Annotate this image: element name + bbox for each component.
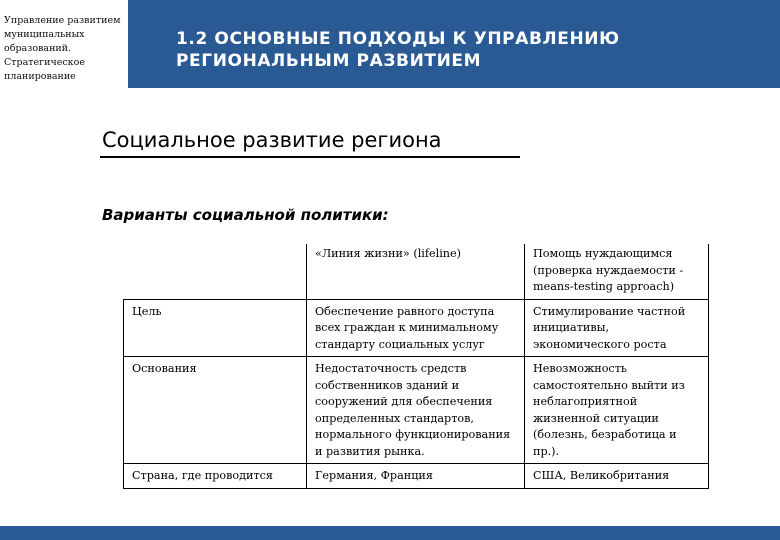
cell-lifeline: Обеспечение равного доступа всех граждан к минимальному стандарту социальных услуг (307, 299, 525, 357)
table-header-row (124, 244, 709, 299)
cell-means-testing: США, Великобритания (525, 464, 709, 489)
cell-lifeline: Германия, Франция (307, 464, 525, 489)
cell-lifeline: Недостаточность средств собственников зданий и сооружений для обеспечения определенных стандартов, нормального функционирования и развития рынка. (307, 357, 525, 464)
table-row (124, 464, 709, 489)
table-header-blank (124, 244, 307, 299)
cell-means-testing: Невозможность самостоятельно выйти из неблагоприятной жизненной ситуации (болезнь, безработица и пр.). (525, 357, 709, 464)
column-header-means-testing: Помощь нуждающимся (проверка нуждаемости - means-testing approach) (525, 244, 709, 299)
row-label: Страна, где проводится (124, 464, 307, 489)
table-row (124, 299, 709, 357)
table-row (124, 357, 709, 464)
policy-table (123, 244, 709, 489)
row-label: Основания (124, 357, 307, 464)
header-bar (128, 0, 780, 88)
column-header-lifeline: «Линия жизни» (lifeline) (307, 244, 525, 299)
course-label: Управление развитием муниципальных образований. Стратегическое планирование (4, 15, 121, 82)
cell-means-testing: Стимулирование частной инициативы, экономического роста (525, 299, 709, 357)
footer-bar (0, 526, 780, 540)
row-label: Цель (124, 299, 307, 357)
slide-title: 1.2 ОСНОВНЫЕ ПОДХОДЫ К УПРАВЛЕНИЮ РЕГИОНАЛЬНЫМ РАЗВИТИЕМ (176, 29, 620, 71)
subtitle: Варианты социальной политики: (102, 206, 389, 224)
title-underline (100, 156, 520, 158)
section-title: Социальное развитие региона (102, 128, 442, 152)
